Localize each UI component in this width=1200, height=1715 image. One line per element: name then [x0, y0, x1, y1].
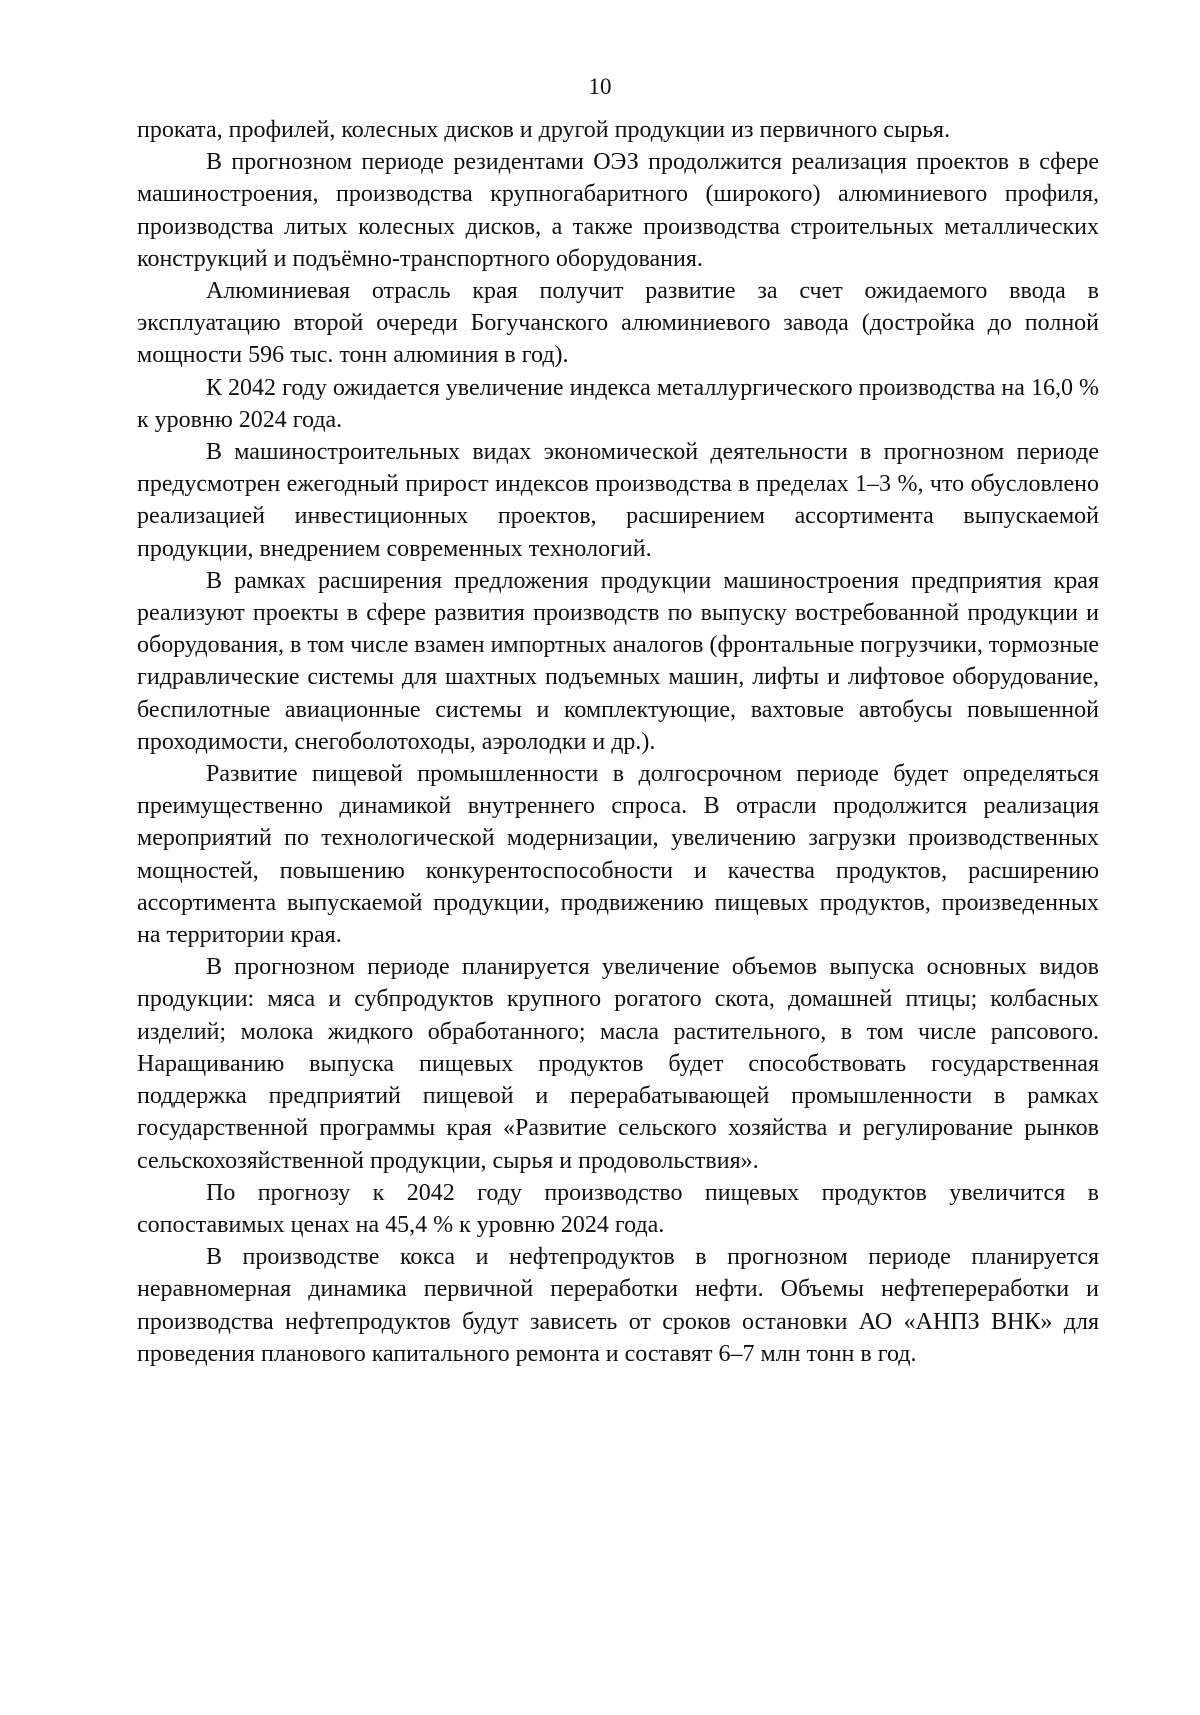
paragraph-metallurgy-index: К 2042 году ожидается увеличение индекса металлургического производства на 16,0 % к уровню 2024 года. — [137, 374, 1099, 433]
paragraph-food-products: В прогнозном периоде планируется увеличение объемов выпуска основных видов продукции: мяса и субпродуктов крупного рогатого скота, домашней птицы; колбасных изделий; молока жидкого обработанного; масла растительного, в том числе рапсового. Наращиванию выпуска пищевых продуктов будет способствовать государственная поддержка предприятий пищевой и перерабатывающей промышленности в рамках государственной программы края «Развитие сельского хозяйства и регулирование рынков сельскохозяйственной продукции, сырья и продовольствия». — [137, 954, 1099, 1174]
paragraph-aluminium: Алюминиевая отрасль края получит развитие за счет ожидаемого ввода в эксплуатацию второй очереди Богучанского алюминиевого завода (достройка до полной мощности 596 тыс. тонн алюминия в год). — [137, 278, 1099, 369]
paragraph-oez-projects: В прогнозном периоде резидентами ОЭЗ продолжится реализация проектов в сфере машиностроения, производства крупногабаритного (широкого) алюминиевого профиля, производства литых колесных дисков, а также производства строительных металлических конструкций и подъёмно-транспортного оборудования. — [137, 149, 1099, 272]
page-number: 10 — [588, 74, 612, 99]
paragraph-import-substitution: В рамках расширения предложения продукции машиностроения предприятия края реализуют проекты в сфере развития производств по выпуску востребованной продукции и оборудования, в том числе взамен импортных аналогов (фронтальные погрузчики, тормозные гидравлические системы для шахтных подъемных машин, лифты и лифтовое оборудование, беспилотные авиационные системы и комплектующие, вахтовые автобусы повышенной проходимости, снегоболотоходы, аэролодки и др.). — [137, 567, 1099, 755]
body-text — [137, 114, 1099, 1370]
paragraph-continuation: проката, профилей, колесных дисков и другой продукции из первичного сырья. — [137, 117, 951, 143]
paragraph-food-forecast: По прогнозу к 2042 году производство пищевых продуктов увеличится в сопоставимых ценах на 45,4 % к уровню 2024 года. — [137, 1179, 1099, 1238]
paragraph-machine-building: В машиностроительных видах экономической деятельности в прогнозном периоде предусмотрен ежегодный прирост индексов производства в пределах 1–3 %, что обусловлено реализацией инвестиционных проектов, расширением ассортимента выпускаемой продукции, внедрением современных технологий. — [137, 439, 1099, 562]
paragraph-oil-refining: В производстве кокса и нефтепродуктов в прогнозном периоде планируется неравномерная динамика первичной переработки нефти. Объемы нефтепереработки и производства нефтепродуктов будут зависеть от сроков остановки АО «АНПЗ ВНК» для проведения планового капитального ремонта и составят 6–7 млн тонн в год. — [137, 1244, 1099, 1367]
paragraph-food-industry: Развитие пищевой промышленности в долгосрочном периоде будет определяться преимущественно динамикой внутреннего спроса. В отрасли продолжится реализация мероприятий по технологической модернизации, увеличению загрузки производственных мощностей, повышению конкурентоспособности и качества продуктов, расширению ассортимента выпускаемой продукции, продвижению пищевых продуктов, произведенных на территории края. — [137, 761, 1099, 949]
